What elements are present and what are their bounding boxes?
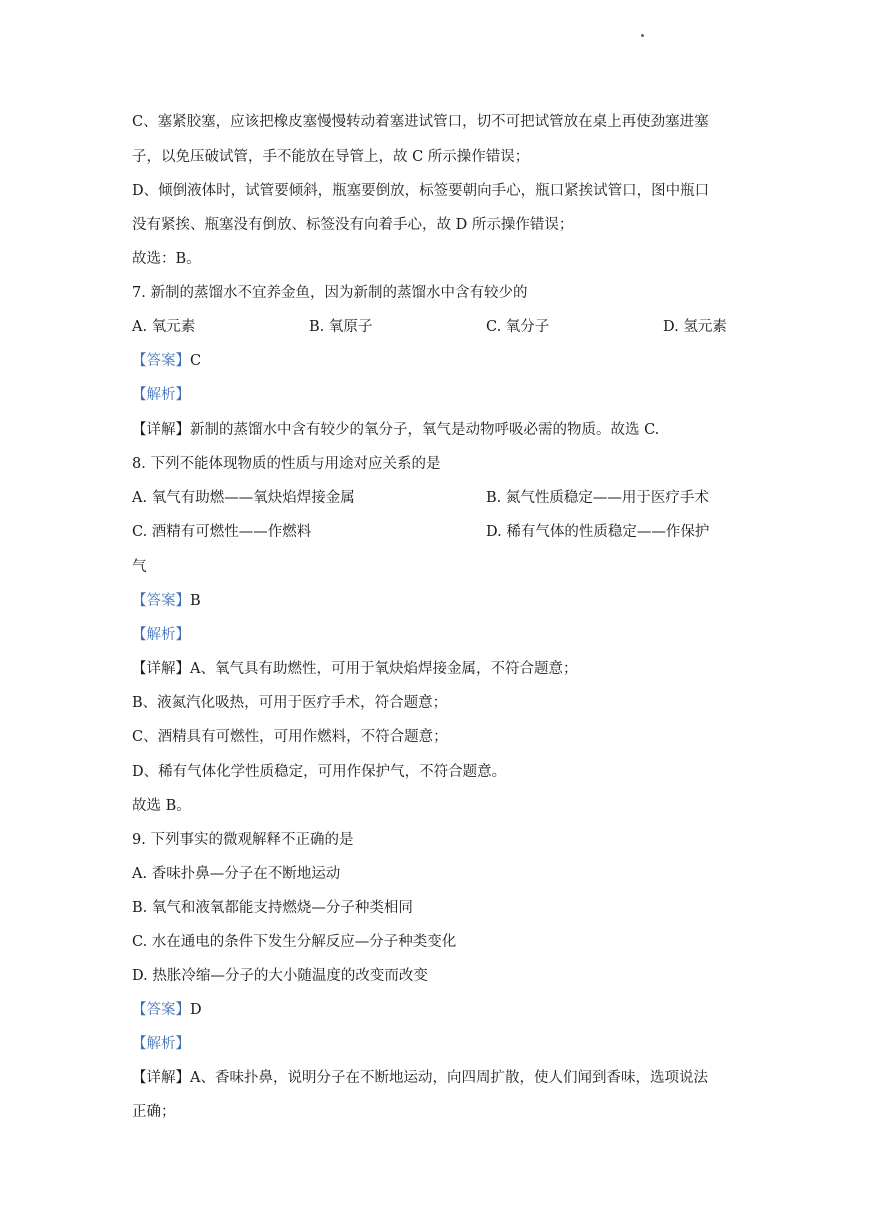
q9-option-a: A. 香味扑鼻—分子在不断地运动 xyxy=(132,866,341,882)
q9-detail-text: A、香味扑鼻，说明分子在不断地运动，向四周扩散，使人们闻到香味，选项说法 xyxy=(190,1070,708,1086)
q8-answer-line xyxy=(132,591,201,611)
q9-detail-line2: 正确； xyxy=(132,1104,176,1120)
q7-detail-text: 新制的蒸馏水中含有较少的氧分子，氧气是动物呼吸必需的物质。故选 C. xyxy=(190,422,660,438)
q9-detail-line1 xyxy=(132,1068,708,1088)
q9-detail-tag: 【详解】 xyxy=(132,1070,190,1086)
q8-answer-value: B xyxy=(190,593,201,609)
q9-stem: 9. 下列事实的微观解释不正确的是 xyxy=(132,832,354,848)
q7-option-b: B. 氧原子 xyxy=(309,319,373,335)
q8-option-c: C. 酒精有可燃性——作燃料 xyxy=(132,524,312,540)
q8-analysis-tag: 【解析】 xyxy=(132,627,190,643)
q7-answer-tag: 【答案】 xyxy=(132,353,190,369)
q8-conclusion: 故选 B。 xyxy=(132,798,191,814)
q6-c-line1: C、塞紧胶塞，应该把橡皮塞慢慢转动着塞进试管口，切不可把试管放在桌上再使劲塞进塞 xyxy=(132,114,709,130)
q8-answer-tag: 【答案】 xyxy=(132,593,190,609)
q7-option-a: A. 氧元素 xyxy=(132,319,196,335)
page-mark-dot xyxy=(641,34,644,37)
q7-analysis-tag: 【解析】 xyxy=(132,387,190,403)
q7-answer-value: C xyxy=(190,353,202,369)
q8-option-b: B. 氮气性质稳定——用于医疗手术 xyxy=(486,490,709,506)
q6-d-line1: D、倾倒液体时，试管要倾斜，瓶塞要倒放，标签要朝向手心，瓶口紧挨试管口，图中瓶口 xyxy=(132,183,710,199)
q7-detail-line xyxy=(132,420,659,440)
q9-analysis-tag: 【解析】 xyxy=(132,1036,190,1052)
q7-detail-tag: 【详解】 xyxy=(132,422,190,438)
q8-detail-c: C、酒精具有可燃性，可用作燃料，不符合题意； xyxy=(132,729,448,745)
q8-detail-d: D、稀有气体化学性质稳定，可用作保护气，不符合题意。 xyxy=(132,764,507,780)
q9-answer-line xyxy=(132,1000,202,1020)
q6-c-line2: 子，以免压破试管，手不能放在导管上，故 C 所示操作错误； xyxy=(132,149,530,165)
q9-option-b: B. 氧气和液氧都能支持燃烧—分子种类相同 xyxy=(132,900,413,916)
q9-answer-tag: 【答案】 xyxy=(132,1002,190,1018)
q8-option-d: D. 稀有气体的性质稳定——作保护 xyxy=(486,524,710,540)
q7-stem: 7. 新制的蒸馏水不宜养金鱼，因为新制的蒸馏水中含有较少的 xyxy=(132,285,528,301)
q7-answer-line xyxy=(132,351,201,371)
q7-option-c: C. 氧分子 xyxy=(486,319,550,335)
q8-option-d-wrap: 气 xyxy=(132,559,147,575)
q8-detail-b: B、液氮汽化吸热，可用于医疗手术，符合题意； xyxy=(132,695,448,711)
q6-conclusion: 故选：B。 xyxy=(132,251,201,267)
q8-option-a: A. 氧气有助燃——氧炔焰焊接金属 xyxy=(132,490,355,506)
q6-d-line2: 没有紧挨、瓶塞没有倒放、标签没有向着手心，故 D 所示操作错误； xyxy=(132,217,574,233)
q8-stem: 8. 下列不能体现物质的性质与用途对应关系的是 xyxy=(132,456,441,472)
q9-option-c: C. 水在通电的条件下发生分解反应—分子种类变化 xyxy=(132,934,457,950)
q9-answer-value: D xyxy=(190,1002,202,1018)
q8-detail-tag: 【详解】 xyxy=(132,661,190,677)
q7-option-d: D. 氢元素 xyxy=(663,319,727,335)
q8-detail-a-line xyxy=(132,659,577,679)
q8-detail-a: A、氧气具有助燃性，可用于氧炔焰焊接金属，不符合题意； xyxy=(190,661,578,677)
q9-option-d: D. 热胀冷缩—分子的大小随温度的改变而改变 xyxy=(132,968,428,984)
